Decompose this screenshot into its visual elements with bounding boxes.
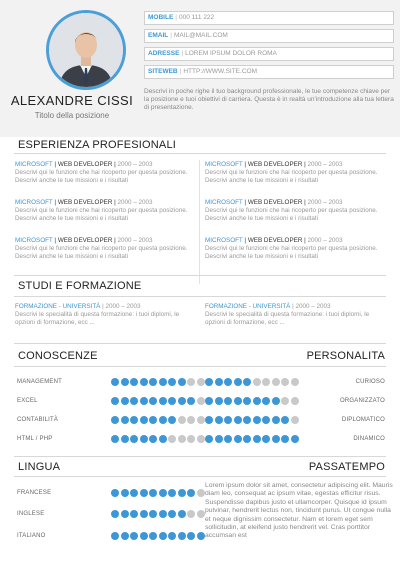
skill-rating (111, 378, 205, 386)
personality-rating (205, 416, 299, 424)
rating-dot-filled (149, 378, 157, 386)
rating-dot-filled (262, 397, 270, 405)
rating-dot-filled (187, 532, 195, 540)
rating-dot-filled (168, 416, 176, 424)
experience-item: MICROSOFT | WEB DEVELOPER | 2000 – 2003 Descrivi qui le funzioni che hai ricoperto per questa posizione. Descrivi anche le tue missioni e i risultati (15, 161, 195, 185)
rating-dot-filled (111, 397, 119, 405)
rating-dot-empty (187, 416, 195, 424)
experience-years: 2000 – 2003 (307, 237, 343, 244)
rating-dot-filled (215, 378, 223, 386)
language-rating (111, 489, 205, 497)
experience-company: MICROSOFT (15, 199, 53, 206)
rating-dot-filled (243, 416, 251, 424)
education-school: FORMAZIONE - UNIVERSITÀ (15, 303, 101, 310)
intro-text: Descrivi in poche righe il tuo background professionale, le tue competenze chiave per la posizione e tuoi obiettivi di carriera. Questa è in realtà un'introduzione alla tua lettera di presentazione. (144, 88, 394, 111)
rating-dot-filled (149, 489, 157, 497)
rating-dot-filled (159, 397, 167, 405)
rating-dot-empty (291, 416, 299, 424)
rating-dot-filled (168, 378, 176, 386)
section-title-personality: PERSONALITA (306, 350, 385, 362)
rating-dot-filled (215, 397, 223, 405)
rating-dot-filled (205, 397, 213, 405)
rating-dot-filled (168, 397, 176, 405)
rating-dot-filled (130, 397, 138, 405)
section-title-education: STUDI E FORMAZIONE (18, 280, 142, 292)
rating-dot-filled (224, 435, 232, 443)
rating-dot-filled (168, 510, 176, 518)
section-divider (14, 343, 386, 344)
rating-dot-filled (140, 489, 148, 497)
avatar (49, 13, 123, 87)
person-photo-icon (49, 13, 123, 87)
rating-dot-filled (149, 435, 157, 443)
rating-dot-filled (291, 435, 299, 443)
rating-dot-filled (224, 397, 232, 405)
experience-years: 2000 – 2003 (117, 199, 153, 206)
contact-website: SITEWEB | HTTP://WWW.SITE.COM (144, 65, 394, 79)
experience-role: WEB DEVELOPER (247, 199, 303, 206)
education-school: FORMAZIONE - UNIVERSITÀ (205, 303, 291, 310)
experience-description: Descrivi qui le funzioni che hai ricoperto per questa posizione. Descrivi anche le tue missioni e i risultati (205, 169, 378, 184)
personality-rating (205, 378, 299, 386)
rating-dot-filled (178, 510, 186, 518)
experience-description: Descrivi qui le funzioni che hai ricoperto per questa posizione. Descrivi anche le tue missioni e i risultati (15, 169, 188, 184)
rating-dot-filled (224, 416, 232, 424)
rating-dot-filled (130, 489, 138, 497)
rating-dot-filled (197, 532, 205, 540)
experience-item: MICROSOFT | WEB DEVELOPER | 2000 – 2003 Descrivi qui le funzioni che hai ricoperto per questa posizione. Descrivi anche le tue missioni e i risultati (205, 161, 385, 185)
rating-dot-filled (178, 532, 186, 540)
hobbies-text: Lorem ipsum dolor sit amet, consectetur adipiscing elit. Mauris diam leo, consequat ac ipsum vitae, egestas efficitur risus. Suspendisse dapibus justo et ullamcorper. Quisque id ipsum pulvinar, hendrerit lectus non, tincidunt purus. Ut congue nulla et neque dignissim consectetur. Nam et lorem eget sem sollicitudin, at eleifend justo hendrerit vel. Cras porttitor accumsan est (205, 482, 393, 540)
experience-description: Descrivi qui le funzioni che hai ricoperto per questa posizione. Descrivi anche le tue missioni e i risultati (15, 245, 188, 260)
rating-dot-empty (197, 435, 205, 443)
skill-rating (111, 435, 205, 443)
experience-years: 2000 – 2003 (307, 161, 343, 168)
rating-dot-filled (149, 416, 157, 424)
contact-label: MOBILE (148, 14, 174, 21)
rating-dot-filled (121, 397, 129, 405)
rating-dot-filled (262, 416, 270, 424)
rating-dot-empty (168, 435, 176, 443)
rating-dot-filled (215, 416, 223, 424)
rating-dot-filled (205, 416, 213, 424)
experience-company: MICROSOFT (15, 237, 53, 244)
education-years: 2000 – 2003 (105, 303, 141, 310)
language-rating (111, 532, 205, 540)
rating-dot-filled (159, 378, 167, 386)
rating-dot-empty (187, 510, 195, 518)
rating-dot-empty (197, 489, 205, 497)
education-description: Descrivi le specialità di questa formazione: i tuoi diplomi, le opzioni di formazione, ecc ... (205, 311, 370, 326)
profile-photo (46, 10, 126, 90)
rating-dot-filled (168, 489, 176, 497)
education-years: 2000 – 2003 (295, 303, 331, 310)
rating-dot-filled (140, 435, 148, 443)
section-divider (14, 476, 386, 477)
job-title: Titolo della posizione (34, 111, 110, 120)
rating-dot-filled (262, 435, 270, 443)
rating-dot-filled (140, 532, 148, 540)
rating-dot-filled (140, 378, 148, 386)
experience-company: MICROSOFT (205, 161, 243, 168)
rating-dot-filled (234, 397, 242, 405)
rating-dot-filled (205, 435, 213, 443)
language-rating (111, 510, 205, 518)
rating-dot-filled (168, 532, 176, 540)
contact-address: ADRESSE | LOREM IPSUM DOLOR ROMA (144, 47, 394, 61)
experience-years: 2000 – 2003 (117, 237, 153, 244)
skill-label: EXCEL (17, 398, 38, 404)
rating-dot-filled (130, 510, 138, 518)
rating-dot-filled (111, 416, 119, 424)
rating-dot-filled (149, 532, 157, 540)
experience-description: Descrivi qui le funzioni che hai ricoperto per questa posizione. Descrivi anche le tue missioni e i risultati (205, 245, 378, 260)
rating-dot-empty (178, 416, 186, 424)
rating-dot-filled (243, 397, 251, 405)
rating-dot-empty (178, 435, 186, 443)
rating-dot-filled (178, 397, 186, 405)
personality-label: CURIOSO (355, 379, 385, 385)
column-divider (199, 160, 200, 284)
experience-role: WEB DEVELOPER (247, 161, 303, 168)
rating-dot-filled (281, 435, 289, 443)
rating-dot-empty (281, 397, 289, 405)
rating-dot-empty (253, 378, 261, 386)
rating-dot-filled (111, 489, 119, 497)
contact-label: SITEWEB (148, 68, 178, 75)
rating-dot-filled (159, 489, 167, 497)
rating-dot-filled (205, 378, 213, 386)
experience-item: MICROSOFT | WEB DEVELOPER | 2000 – 2003 Descrivi qui le funzioni che hai ricoperto per questa posizione. Descrivi anche le tue missioni e i risultati (15, 237, 195, 261)
rating-dot-filled (140, 397, 148, 405)
rating-dot-filled (159, 435, 167, 443)
rating-dot-empty (187, 435, 195, 443)
language-label: INGLESE (17, 511, 45, 517)
rating-dot-filled (149, 510, 157, 518)
rating-dot-filled (272, 416, 280, 424)
rating-dot-filled (121, 510, 129, 518)
section-divider (14, 296, 386, 297)
rating-dot-filled (253, 435, 261, 443)
personality-rating (205, 397, 299, 405)
rating-dot-filled (253, 397, 261, 405)
rating-dot-empty (187, 378, 195, 386)
rating-dot-empty (197, 416, 205, 424)
education-item: FORMAZIONE - UNIVERSITÀ | 2000 – 2003 Descrivi le specialità di questa formazione: i tuoi diplomi, le opzioni di formazione, ecc ... (205, 303, 385, 327)
rating-dot-filled (234, 416, 242, 424)
rating-dot-filled (130, 435, 138, 443)
education-description: Descrivi le specialità di questa formazione: i tuoi diplomi, le opzioni di formazione, ecc ... (15, 311, 180, 326)
rating-dot-filled (121, 532, 129, 540)
education-item: FORMAZIONE - UNIVERSITÀ | 2000 – 2003 Descrivi le specialità di questa formazione: i tuoi diplomi, le opzioni di formazione, ecc ... (15, 303, 195, 327)
rating-dot-filled (272, 435, 280, 443)
rating-dot-empty (197, 510, 205, 518)
rating-dot-filled (111, 532, 119, 540)
rating-dot-empty (291, 397, 299, 405)
rating-dot-filled (178, 489, 186, 497)
experience-role: WEB DEVELOPER (57, 161, 113, 168)
section-title-hobbies: PASSATEMPO (308, 461, 385, 473)
rating-dot-filled (159, 532, 167, 540)
rating-dot-filled (121, 489, 129, 497)
language-label: FRANCESE (17, 490, 52, 496)
experience-company: MICROSOFT (15, 161, 53, 168)
experience-years: 2000 – 2003 (307, 199, 343, 206)
skill-label: HTML / PHP (17, 436, 53, 442)
rating-dot-filled (178, 378, 186, 386)
skill-label: CONTABILITÀ (17, 417, 59, 423)
section-divider (14, 275, 386, 276)
contact-value: LOREM IPSUM DOLOR ROMA (185, 50, 277, 57)
experience-role: WEB DEVELOPER (57, 199, 113, 206)
personality-rating (205, 435, 299, 443)
personality-label: ORGANIZZATO (340, 398, 385, 404)
rating-dot-filled (121, 378, 129, 386)
contact-value: 000 111 222 (178, 14, 215, 21)
experience-item: MICROSOFT | WEB DEVELOPER | 2000 – 2003 Descrivi qui le funzioni che hai ricoperto per questa posizione. Descrivi anche le tue missioni e i risultati (15, 199, 195, 223)
contact-email: EMAIL | MAIL@MAIL.COM (144, 29, 394, 43)
contact-label: EMAIL (148, 32, 169, 39)
rating-dot-filled (121, 416, 129, 424)
rating-dot-empty (197, 397, 205, 405)
rating-dot-filled (234, 435, 242, 443)
rating-dot-empty (197, 378, 205, 386)
section-divider (14, 456, 386, 457)
rating-dot-filled (149, 397, 157, 405)
rating-dot-filled (130, 378, 138, 386)
personality-label: DIPLOMATICO (341, 417, 385, 423)
rating-dot-filled (111, 435, 119, 443)
experience-role: WEB DEVELOPER (247, 237, 303, 244)
rating-dot-filled (121, 435, 129, 443)
rating-dot-empty (291, 378, 299, 386)
personality-label: DINAMICO (353, 436, 385, 442)
section-divider (14, 153, 386, 154)
experience-years: 2000 – 2003 (117, 161, 153, 168)
rating-dot-filled (140, 416, 148, 424)
rating-dot-filled (253, 416, 261, 424)
rating-dot-empty (281, 378, 289, 386)
rating-dot-filled (159, 416, 167, 424)
contact-value: MAIL@MAIL.COM (173, 32, 228, 39)
experience-company: MICROSOFT (205, 237, 243, 244)
rating-dot-filled (215, 435, 223, 443)
section-title-languages: LINGUA (18, 461, 61, 473)
rating-dot-filled (281, 416, 289, 424)
contact-label: ADRESSE (148, 50, 180, 57)
contact-value: HTTP://WWW.SITE.COM (183, 68, 257, 75)
experience-role: WEB DEVELOPER (57, 237, 113, 244)
skill-rating (111, 416, 205, 424)
rating-dot-filled (187, 489, 195, 497)
skill-rating (111, 397, 205, 405)
section-divider (14, 366, 386, 367)
section-title-skills: CONOSCENZE (18, 350, 98, 362)
rating-dot-filled (130, 416, 138, 424)
rating-dot-filled (187, 397, 195, 405)
rating-dot-filled (243, 435, 251, 443)
rating-dot-empty (262, 378, 270, 386)
experience-description: Descrivi qui le funzioni che hai ricoperto per questa posizione. Descrivi anche le tue missioni e i risultati (15, 207, 188, 222)
rating-dot-filled (272, 397, 280, 405)
rating-dot-empty (272, 378, 280, 386)
section-title-experience: ESPERIENZA PROFESIONALI (18, 139, 177, 151)
rating-dot-filled (140, 510, 148, 518)
language-label: ITALIANO (17, 533, 46, 539)
experience-company: MICROSOFT (205, 199, 243, 206)
rating-dot-filled (234, 378, 242, 386)
rating-dot-filled (159, 510, 167, 518)
experience-item: MICROSOFT | WEB DEVELOPER | 2000 – 2003 Descrivi qui le funzioni che hai ricoperto per questa posizione. Descrivi anche le tue missioni e i risultati (205, 199, 385, 223)
experience-item: MICROSOFT | WEB DEVELOPER | 2000 – 2003 Descrivi qui le funzioni che hai ricoperto per questa posizione. Descrivi anche le tue missioni e i risultati (205, 237, 385, 261)
candidate-name: ALEXANDRE CISSI (10, 93, 134, 108)
rating-dot-filled (130, 532, 138, 540)
contact-mobile: MOBILE | 000 111 222 (144, 11, 394, 25)
skill-label: MANAGEMENT (17, 379, 63, 385)
rating-dot-filled (224, 378, 232, 386)
rating-dot-filled (111, 378, 119, 386)
rating-dot-filled (243, 378, 251, 386)
rating-dot-filled (111, 510, 119, 518)
experience-description: Descrivi qui le funzioni che hai ricoperto per questa posizione. Descrivi anche le tue missioni e i risultati (205, 207, 378, 222)
